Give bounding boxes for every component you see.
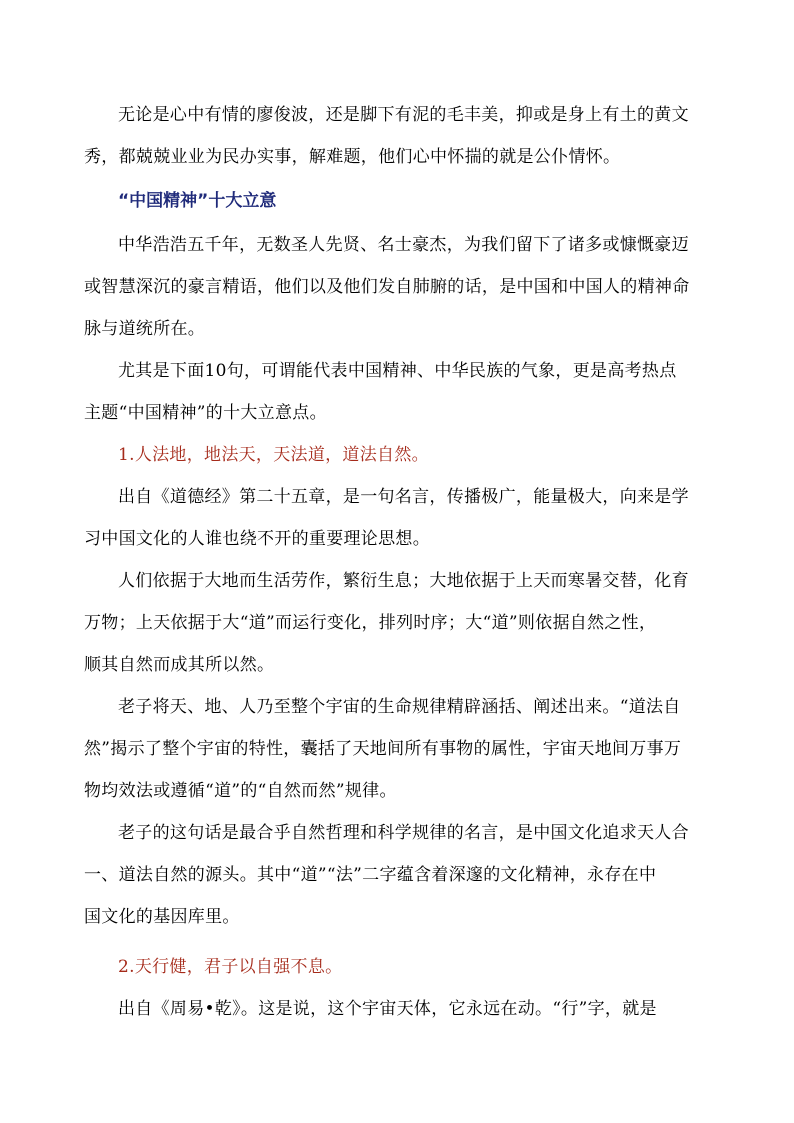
text-line: 国文化的基因库里。 (84, 907, 240, 927)
text-line: 一、道法自然的源头。其中“道”“法”二字蕴含着深邃的文化精神，永存在中 (84, 865, 657, 885)
paragraph-laozi (84, 686, 726, 812)
text-line: 中华浩浩五千年，无数圣人先贤、名士豪杰，为我们留下了诸多或慷慨豪迈 (118, 235, 689, 255)
section-heading: “中国精神”十大立意 (118, 191, 277, 211)
text-line: 物均效法或遵循“道”的“自然而然”规律。 (84, 781, 397, 801)
text-line: 万物；上天依据于大“道”而运行变化，排列时序；大“道”则依据自然之性， (84, 613, 657, 633)
text-line: 老子将天、地、人乃至整个宇宙的生命规律精辟涵括、阐述出来。“道法自 (118, 697, 681, 717)
paragraph-explanation-one (84, 560, 726, 686)
paragraph-public-servant (84, 94, 726, 178)
text-line: 主题“中国精神”的十大立意点。 (84, 403, 327, 423)
text-line: 或智慧深沉的豪言精语，他们以及他们发自肺腑的话，是中国和中国人的精神命 (84, 277, 690, 297)
paragraph-source-one (84, 476, 726, 560)
text-line: 然”揭示了整个宇宙的特性，囊括了天地间所有事物的属性，宇宙天地间万事万 (84, 739, 682, 759)
text-line: 出自《周易•乾》。这是说，这个宇宙天体，它永远在动。“行”字，就是 (118, 999, 657, 1019)
quote-text: 2.天行健，君子以自强不息。 (118, 957, 343, 977)
paragraph-source-two (84, 988, 726, 1030)
text-line: 脉与道统所在。 (84, 319, 206, 339)
text-line: 无论是心中有情的廖俊波，还是脚下有泥的毛丰美，抑或是身上有土的黄文 (118, 105, 689, 125)
text-line: 出自《道德经》第二十五章，是一句名言，传播极广，能量极大，向来是学 (118, 487, 689, 507)
paragraph-intro (84, 224, 726, 350)
quote-two (84, 946, 726, 988)
text-line: 秀，都兢兢业业为民办实事，解难题，他们心中怀揣的就是公仆情怀。 (84, 147, 621, 167)
quote-one (84, 434, 726, 476)
paragraph-ten-points (84, 350, 726, 434)
text-line: 老子的这句话是最合乎自然哲理和科学规律的名言，是中国文化追求天人合 (118, 823, 689, 843)
text-line: 顺其自然而成其所以然。 (84, 655, 275, 675)
quote-text: 1.人法地，地法天，天法道，道法自然。 (118, 445, 429, 465)
text-line: 尤其是下面10句，可谓能代表中国精神、中华民族的气象，更是高考热点 (118, 361, 677, 381)
text-line: 习中国文化的人谁也绕不开的重要理论思想。 (84, 529, 430, 549)
paragraph-summary-one (84, 812, 726, 938)
text-line: 人们依据于大地而生活劳作，繁衍生息；大地依据于上天而寒暑交替，化育 (118, 571, 689, 591)
